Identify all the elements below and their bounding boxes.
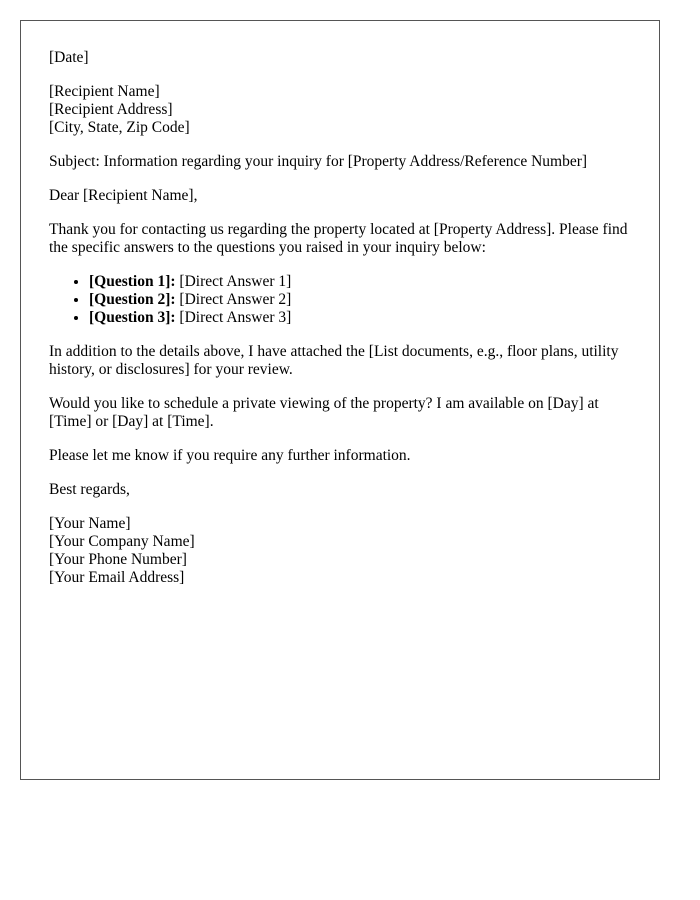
closing-paragraph: Please let me know if you require any further information. xyxy=(49,447,411,464)
letter-intro: Thank you for contacting us regarding the property located at [Property Address]. Please find the specific answers to the questions you raised in your inquiry below: xyxy=(49,221,628,256)
letter-body xyxy=(49,49,639,587)
list-item xyxy=(89,291,639,309)
question-label: [Question 1]: xyxy=(89,273,176,290)
recipient-name: [Recipient Name] xyxy=(49,83,160,100)
answer-text: [Direct Answer 1] xyxy=(175,273,292,290)
recipient-address: [Recipient Address] xyxy=(49,101,173,118)
signature-phone: [Your Phone Number] xyxy=(49,551,187,568)
letter-salutation: Dear [Recipient Name], xyxy=(49,187,198,204)
signature-company: [Your Company Name] xyxy=(49,533,195,550)
list-item xyxy=(89,309,639,327)
qa-list xyxy=(49,273,639,327)
answer-text: [Direct Answer 3] xyxy=(175,309,292,326)
list-item xyxy=(89,273,639,291)
attachments-paragraph: In addition to the details above, I have attached the [List documents, e.g., floor plans, utility history, or disclosures] for your review. xyxy=(49,343,619,378)
signature-block xyxy=(49,515,639,587)
signature-email: [Your Email Address] xyxy=(49,569,185,586)
answer-text: [Direct Answer 2] xyxy=(175,291,292,308)
signature-name: [Your Name] xyxy=(49,515,131,532)
letter-page xyxy=(20,20,660,780)
sign-off: Best regards, xyxy=(49,481,130,498)
viewing-paragraph: Would you like to schedule a private viewing of the property? I am available on [Day] at [Time] or [Day] at [Time]. xyxy=(49,395,599,430)
question-label: [Question 2]: xyxy=(89,291,176,308)
letter-subject: Subject: Information regarding your inquiry for [Property Address/Reference Number] xyxy=(49,153,588,170)
question-label: [Question 3]: xyxy=(89,309,176,326)
recipient-city-state-zip: [City, State, Zip Code] xyxy=(49,119,190,136)
letter-date: [Date] xyxy=(49,49,89,66)
